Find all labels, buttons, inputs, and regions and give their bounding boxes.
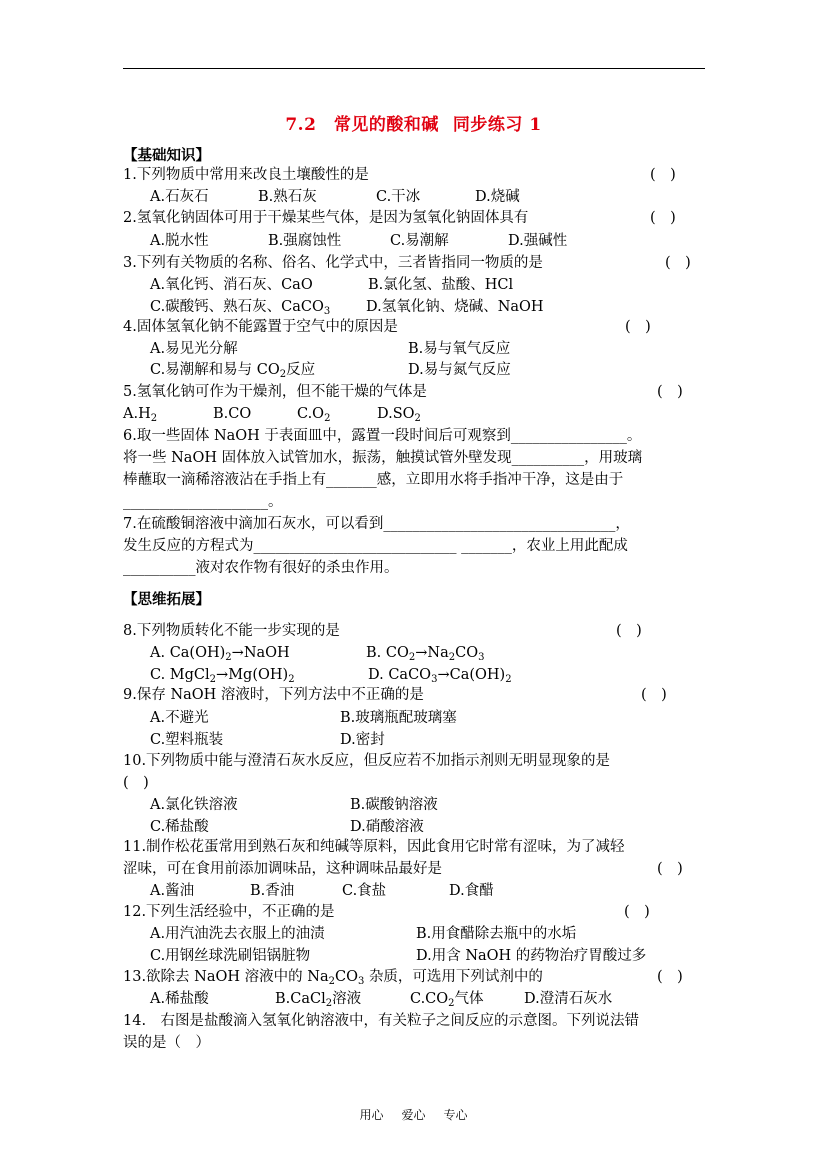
- q5-option-c: $C.O_2$: [297, 406, 331, 424]
- q14-line-2: 误的是（ ）: [123, 1035, 210, 1051]
- q11-line-1: 11.制作松花蛋常用到熟石灰和纯碱等原料，因此食用它时常有涩味，为了减轻: [123, 839, 625, 855]
- q2-stem: 2.氢氧化钠固体可用于干燥某些气体，是因为氢氧化钠固体具有: [123, 210, 529, 226]
- q5-option-a: $A.H_2$: [123, 406, 158, 424]
- q13-stem: 13.欲除去 NaOH 溶液中的 $Na_2CO_3$ 杂质，可选用下列试剂中的: [123, 969, 543, 987]
- q3-stem: 3.下列有关物质的名称、俗名、化学式中，三者皆指同一物质的是: [123, 255, 543, 271]
- q7-line-3: __________液对农作物有很好的杀虫作用。: [123, 560, 399, 576]
- q4-option-a: A.易见光分解: [150, 341, 238, 357]
- q8-option-b: B. $CO_2\to Na_2CO_3$: [366, 645, 485, 663]
- q13-blank: ( ): [657, 969, 683, 985]
- q3-option-a: A.氧化钙、消石灰、CaO: [150, 277, 313, 293]
- footer-item: 专心: [443, 1108, 468, 1122]
- q1-option-b: B.熟石灰: [258, 189, 317, 205]
- q3-option-d: D.氢氧化钠、烧碱、NaOH: [366, 299, 544, 315]
- page-footer: [0, 1106, 827, 1123]
- q12-option-d: D.用含 NaOH 的药物治疗胃酸过多: [416, 948, 647, 964]
- q9-option-c: C.塑料瓶装: [150, 732, 224, 748]
- q2-blank: ( ): [650, 210, 676, 226]
- q9-option-d: D.密封: [340, 732, 385, 748]
- q5-option-d: $D.SO_2$: [377, 406, 421, 424]
- page-title: [0, 110, 827, 135]
- q4-option-c: C.易潮解和易与 $CO_2$反应: [150, 362, 316, 380]
- q1-option-d: D.烧碱: [475, 189, 520, 205]
- q1-option-c: C.干冰: [376, 189, 421, 205]
- q1-stem: 1.下列物质中常用来改良土壤酸性的是: [123, 167, 369, 183]
- q4-stem: 4.固体氢氧化钠不能露置于空气中的原因是: [123, 319, 398, 335]
- q6-line-2: 将一些 NaOH 固体放入试管加水，振荡，触摸试管外壁发现__________，用玻璃: [123, 450, 643, 466]
- q7-line-1: 7.在硫酸铜溶液中滴加石灰水，可以看到________________________________，: [123, 516, 630, 532]
- q9-option-a: A.不避光: [150, 710, 209, 726]
- q13-option-d: D.澄清石灰水: [524, 991, 613, 1007]
- q10-blank: ( ): [123, 775, 149, 791]
- q9-stem: 9.保存 NaOH 溶液时，下列方法中不正确的是: [123, 687, 424, 703]
- q8-option-c: C. $MgCl_2\to Mg(OH)_2$: [150, 667, 295, 685]
- q2-option-d: D.强碱性: [508, 233, 568, 249]
- q11-option-b: B.香油: [250, 883, 295, 899]
- q3-blank: ( ): [665, 255, 691, 271]
- q12-option-c: C.用钢丝球洗刷铝锅脏物: [150, 948, 311, 964]
- q6-line-1: 6.取一些固体 NaOH 于表面皿中，露置一段时间后可观察到________________。: [123, 428, 642, 444]
- footer-item: 用心: [359, 1108, 384, 1122]
- arrow-right-icon: →: [231, 645, 244, 661]
- q5-blank: ( ): [657, 384, 683, 400]
- q10-option-b: B.碳酸钠溶液: [350, 797, 438, 813]
- section-basic: 【基础知识】: [123, 147, 210, 164]
- q9-option-b: B.玻璃瓶配玻璃塞: [340, 710, 457, 726]
- q8-stem: 8.下列物质转化不能一步实现的是: [123, 623, 340, 639]
- q11-line-2: 涩味，可在食用前添加调味品，这种调味品最好是: [123, 861, 442, 877]
- q12-blank: ( ): [624, 904, 650, 920]
- q9-blank: ( ): [641, 687, 667, 703]
- section-extend: 【思维拓展】: [123, 591, 210, 608]
- q11-option-d: D.食醋: [449, 883, 494, 899]
- q11-blank: ( ): [657, 861, 683, 877]
- q12-option-a: A.用汽油洗去衣服上的油渍: [150, 926, 325, 942]
- arrow-right-icon: →: [216, 667, 229, 683]
- title-suffix: 同步练习 1: [452, 115, 542, 135]
- q10-option-c: C.稀盐酸: [150, 819, 209, 835]
- q2-option-c: C.易潮解: [390, 233, 449, 249]
- q12-stem: 12.下列生活经验中，不正确的是: [123, 904, 335, 920]
- q6-line-3: 棒蘸取一滴稀溶液沾在手指上有_______感，立即用水将手指冲干净，这是由于: [123, 472, 624, 488]
- footer-item: 爱心: [401, 1108, 426, 1122]
- q4-option-b: B.易与氧气反应: [408, 341, 511, 357]
- q12-option-b: B.用食醋除去瓶中的水垢: [416, 926, 577, 942]
- title-main: 7.2 常见的酸和碱: [285, 115, 439, 135]
- q11-option-c: C.食盐: [342, 883, 387, 899]
- q6-line-4: ____________________。: [123, 494, 283, 510]
- q11-option-a: A.酱油: [150, 883, 195, 899]
- q14-line-1: 14. 右图是盐酸滴入氢氧化钠溶液中，有关粒子之间反应的示意图。下列说法错: [123, 1013, 640, 1029]
- q4-blank: ( ): [625, 319, 651, 335]
- q5-option-b: B.CO: [213, 406, 252, 422]
- q5-stem: 5.氢氧化钠可作为干燥剂，但不能干燥的气体是: [123, 384, 427, 400]
- q8-option-d: D. $CaCO_3\to Ca(OH)_2$: [368, 667, 512, 685]
- q13-option-c: $C.CO_2$气体: [410, 991, 484, 1009]
- header-rule: [123, 68, 705, 69]
- q3-option-b: B.氯化氢、盐酸、HCl: [368, 277, 514, 293]
- q10-option-a: A.氯化铁溶液: [150, 797, 238, 813]
- q8-option-a: A. $Ca(OH)_2\to NaOH$: [150, 645, 290, 663]
- arrow-right-icon: →: [437, 667, 450, 683]
- q2-option-a: A.脱水性: [150, 233, 209, 249]
- q10-option-d: D.硝酸溶液: [350, 819, 424, 835]
- q1-option-a: A.石灰石: [150, 189, 209, 205]
- q7-line-2: 发生反应的方程式为____________________________ _______，农业上用此配成: [123, 538, 628, 554]
- q8-blank: ( ): [616, 623, 642, 639]
- q1-blank: ( ): [650, 167, 676, 183]
- q4-option-d: D.易与氮气反应: [408, 362, 511, 378]
- q10-stem: 10.下列物质中能与澄清石灰水反应，但反应若不加指示剂则无明显现象的是: [123, 753, 611, 769]
- q3-option-c: C.碳酸钙、熟石灰、CaCO$_3$: [150, 299, 331, 317]
- q2-option-b: B.强腐蚀性: [268, 233, 342, 249]
- q13-option-b: B.CaCl$_2$溶液: [275, 991, 362, 1009]
- q13-option-a: A.稀盐酸: [150, 991, 209, 1007]
- arrow-right-icon: →: [415, 645, 428, 661]
